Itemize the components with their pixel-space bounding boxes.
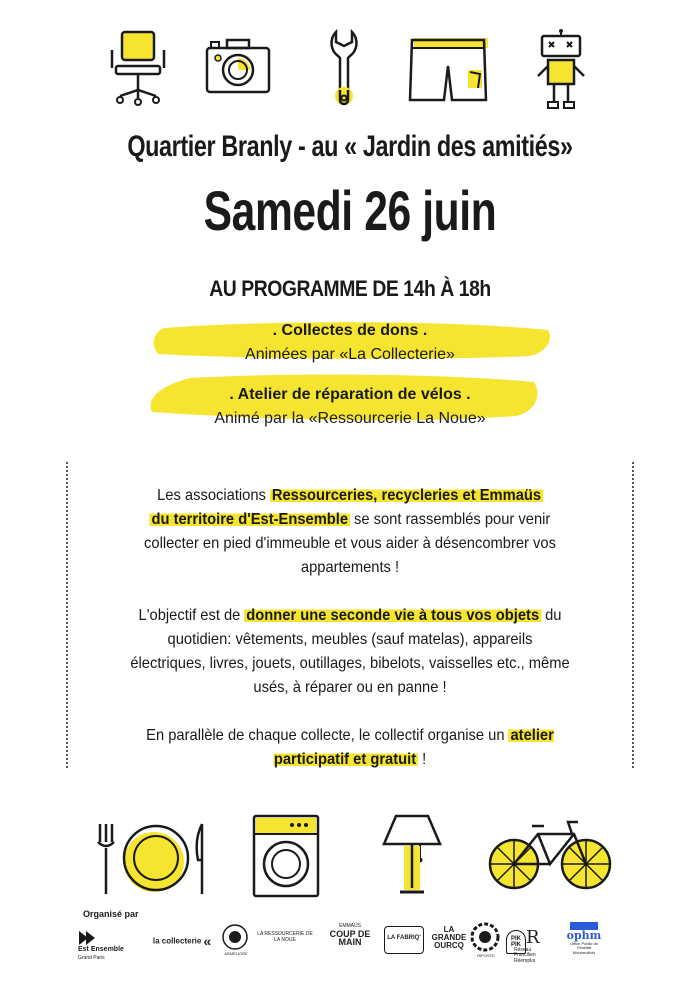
logo-armeliore: ARMÉLIORE bbox=[222, 924, 250, 958]
logo-la-fabriq: LA FABRIQ' bbox=[384, 926, 424, 954]
office-chair-icon bbox=[108, 30, 168, 110]
logo-ressourcerie-la-noue: LA RESSOURCERIE DE LA NOUE bbox=[257, 931, 313, 943]
event-date: Samedi 26 juin bbox=[203, 179, 497, 242]
organise-par-label: Organisé par bbox=[83, 909, 139, 919]
logo-ophm: ophm Office Public de l'Habitat Montreuillois bbox=[566, 922, 602, 955]
logo-la-grande-ourcq: LA GRANDE OURCQ bbox=[431, 925, 467, 950]
logo-riposte: RIPOSTE bbox=[470, 922, 502, 960]
dotted-divider-right bbox=[632, 462, 634, 768]
wrench-icon bbox=[326, 28, 362, 108]
dotted-divider-left bbox=[66, 462, 68, 768]
activity-collecte-title: . Collectes de dons . bbox=[272, 322, 428, 339]
paragraph-atelier: En parallèle de chaque collecte, le collectif organise un atelier participatif et gratuit ! bbox=[146, 727, 554, 768]
activity-collecte-detail: Animées par «La Collecterie» bbox=[245, 346, 455, 363]
lamp-icon bbox=[382, 812, 442, 898]
shorts-icon bbox=[406, 36, 492, 106]
programme-heading: AU PROGRAMME DE 14h À 18h bbox=[209, 276, 491, 301]
logo-la-collecterie: la collecterie « bbox=[152, 933, 212, 949]
robot-icon bbox=[536, 28, 586, 112]
logo-pik-pik: PIK PIK bbox=[506, 930, 526, 954]
paragraph-objectif: L'objectif est de donner une seconde vie à tous vos objets du quotidien: vêtements, meubles (sauf matelas), appareils électriques, livres, jouets, outillages, bibelots, vaisselles etc., même usés, à réparer ou en panne ! bbox=[130, 607, 570, 696]
description bbox=[110, 484, 590, 796]
paragraph-associations: Les associations Ressourceries, recycleries et Emmaüs du territoire d'Est-Ensemble se sont rassemblés pour venir collecter en pied d'immeuble et vous aider à désencombrer vos appartements ! bbox=[144, 487, 556, 576]
logo-reseau-francilien-reemploi: R Réseau Francilien Réemploi bbox=[514, 927, 540, 964]
event-location: Quartier Branly - au « Jardin des amitiés» bbox=[127, 130, 573, 163]
plate-cutlery-icon bbox=[94, 820, 212, 896]
activity-velo-title: . Atelier de réparation de vélos . bbox=[229, 386, 471, 403]
washing-machine-icon bbox=[252, 814, 320, 898]
activity-velo-detail: Animé par la «Ressourcerie La Noue» bbox=[214, 410, 486, 427]
logo-est-ensemble: Est Ensemble Grand Paris bbox=[78, 930, 138, 961]
bicycle-icon bbox=[488, 816, 612, 890]
camera-icon bbox=[205, 38, 271, 96]
logo-emmaus-coup-de-main: EMMAÜS COUP DE MAIN bbox=[329, 923, 371, 948]
